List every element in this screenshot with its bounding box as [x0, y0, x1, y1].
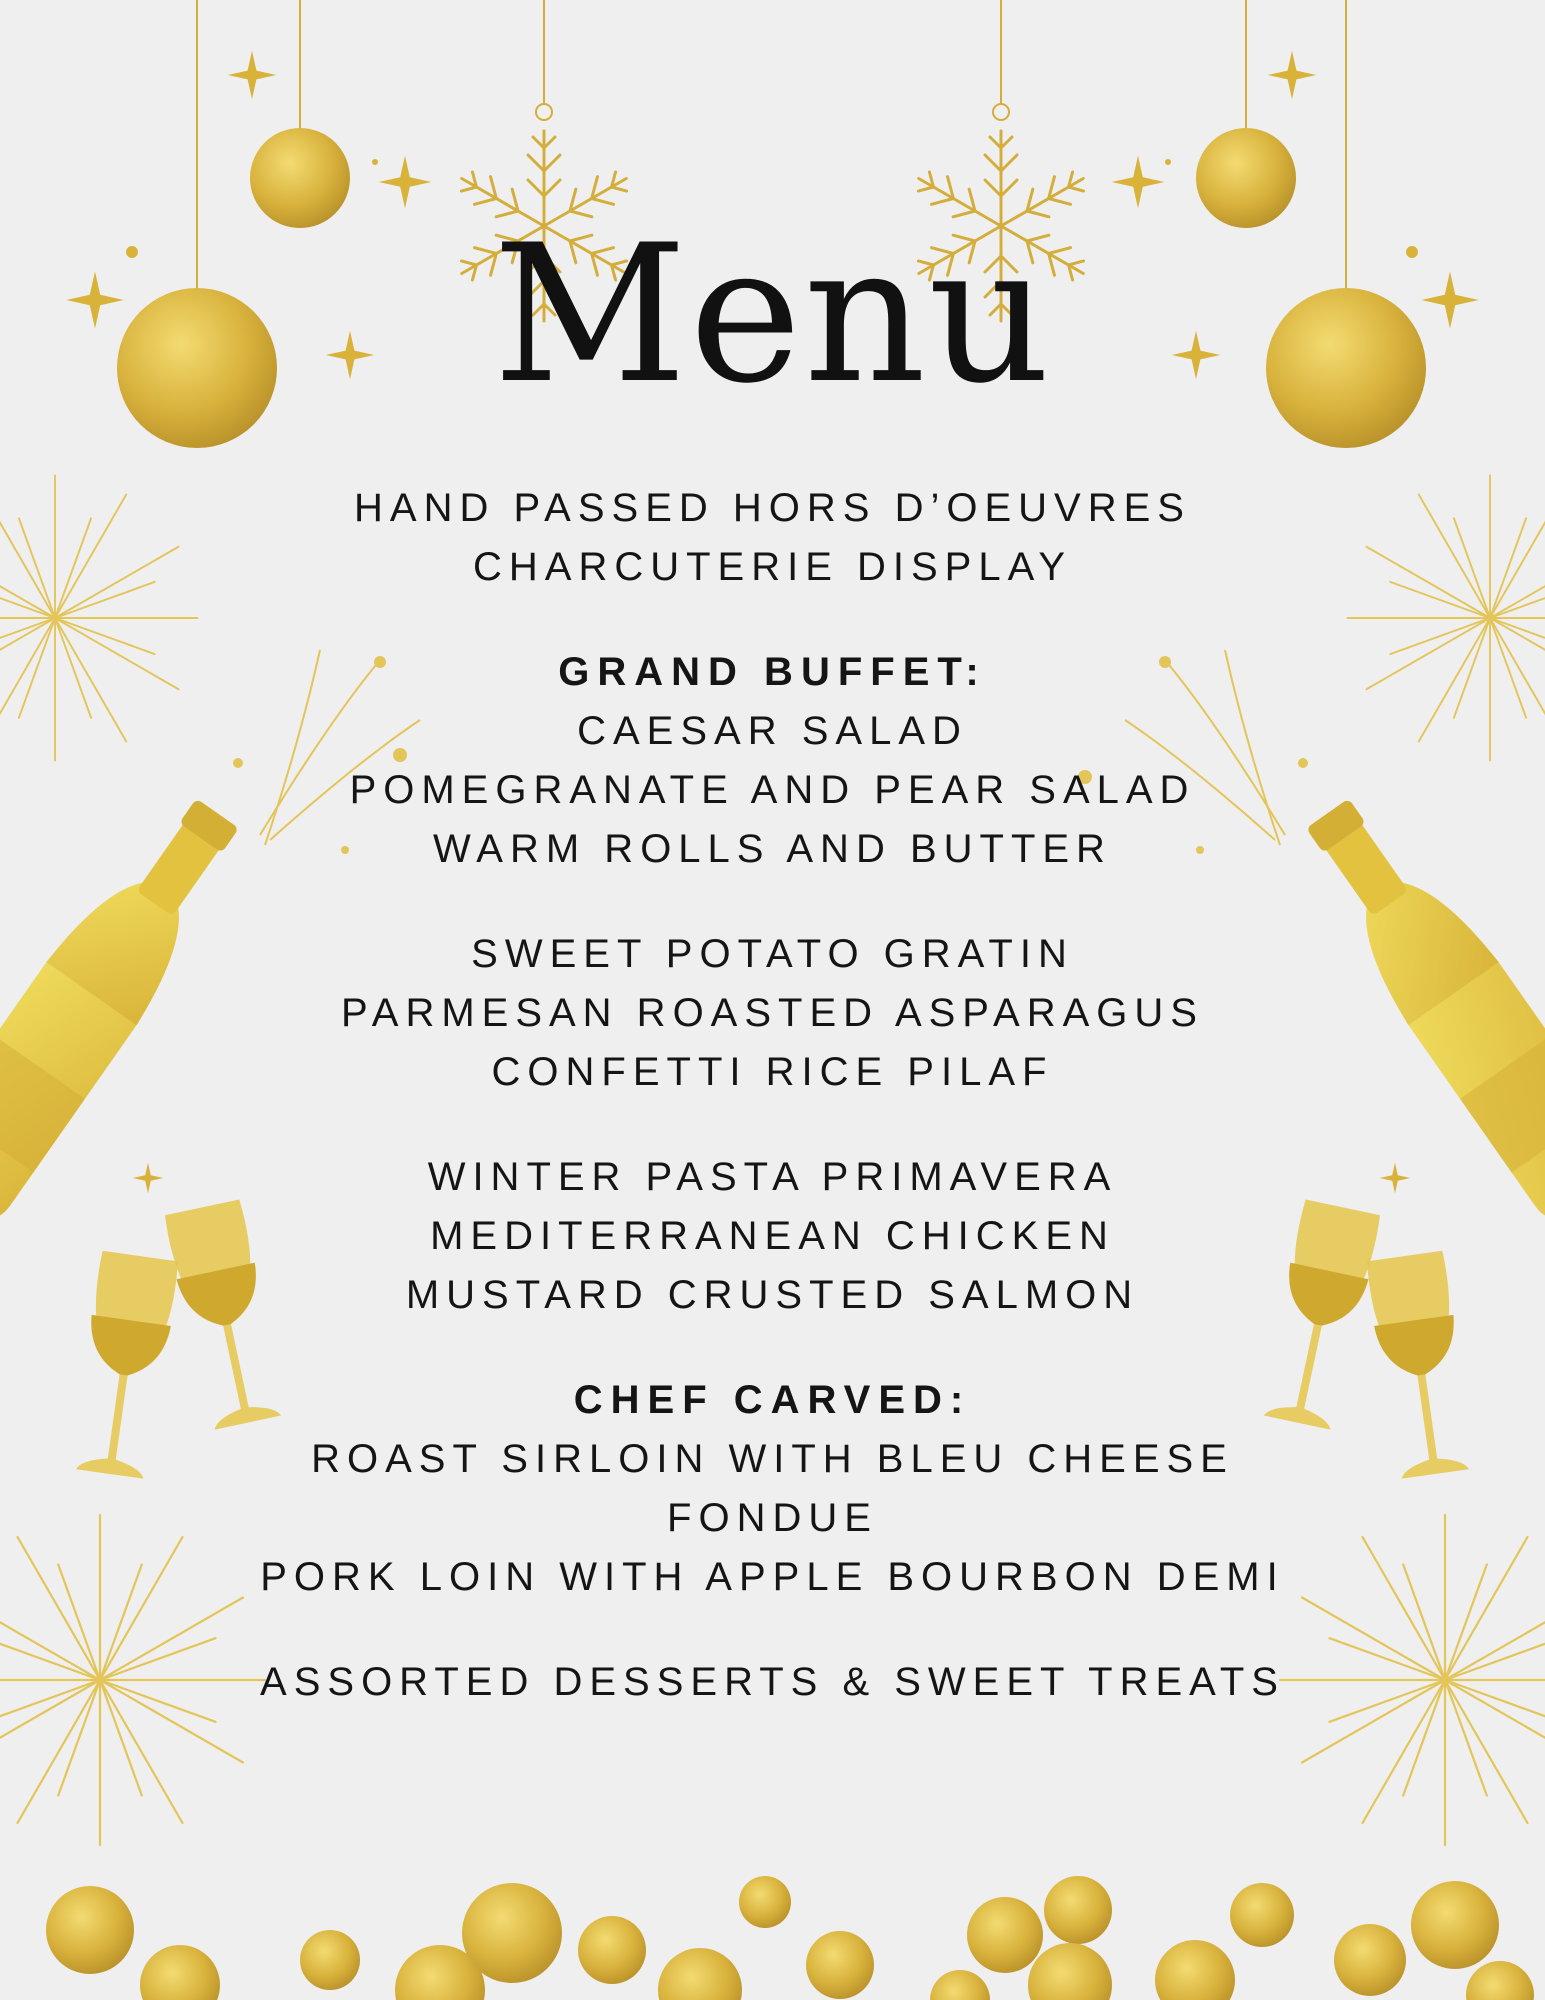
menu-section	[250, 1148, 1295, 1325]
menu-item: HAND PASSED HORS D’OEUVRES	[354, 486, 1191, 530]
menu-item: POMEGRANATE AND PEAR SALAD	[349, 768, 1196, 812]
menu-section	[250, 1371, 1295, 1607]
menu-section	[250, 1653, 1295, 1712]
menu-section	[250, 479, 1295, 597]
menu-item: MUSTARD CRUSTED SALMON	[405, 1273, 1140, 1317]
menu-list	[250, 479, 1295, 1758]
menu-item: CONFETTI RICE PILAF	[491, 1050, 1054, 1094]
menu-item: MEDITERRANEAN CHICKEN	[430, 1214, 1115, 1258]
menu-item: CAESAR SALAD	[577, 709, 968, 753]
menu-item: SWEET POTATO GRATIN	[471, 932, 1074, 976]
menu-item: PORK LOIN WITH APPLE BOURBON DEMI	[260, 1555, 1285, 1599]
menu-section	[250, 925, 1295, 1102]
menu-item: WARM ROLLS AND BUTTER	[433, 827, 1112, 871]
menu-section	[250, 643, 1295, 879]
gold-confetti-dot-icon	[46, 1876, 1534, 2000]
menu-item: ASSORTED DESSERTS & SWEET TREATS	[260, 1660, 1285, 1704]
menu-item: PARMESAN ROASTED ASPARAGUS	[341, 991, 1204, 1035]
section-heading: CHEF CARVED:	[573, 1378, 972, 1422]
menu-item: WINTER PASTA PRIMAVERA	[427, 1155, 1118, 1199]
section-heading: GRAND BUFFET:	[558, 650, 987, 694]
menu-item: CHARCUTERIE DISPLAY	[472, 545, 1072, 589]
menu-title: Menu	[492, 204, 1053, 425]
menu-item: ROAST SIRLOIN WITH BLEU CHEESE FONDUE	[311, 1437, 1234, 1540]
